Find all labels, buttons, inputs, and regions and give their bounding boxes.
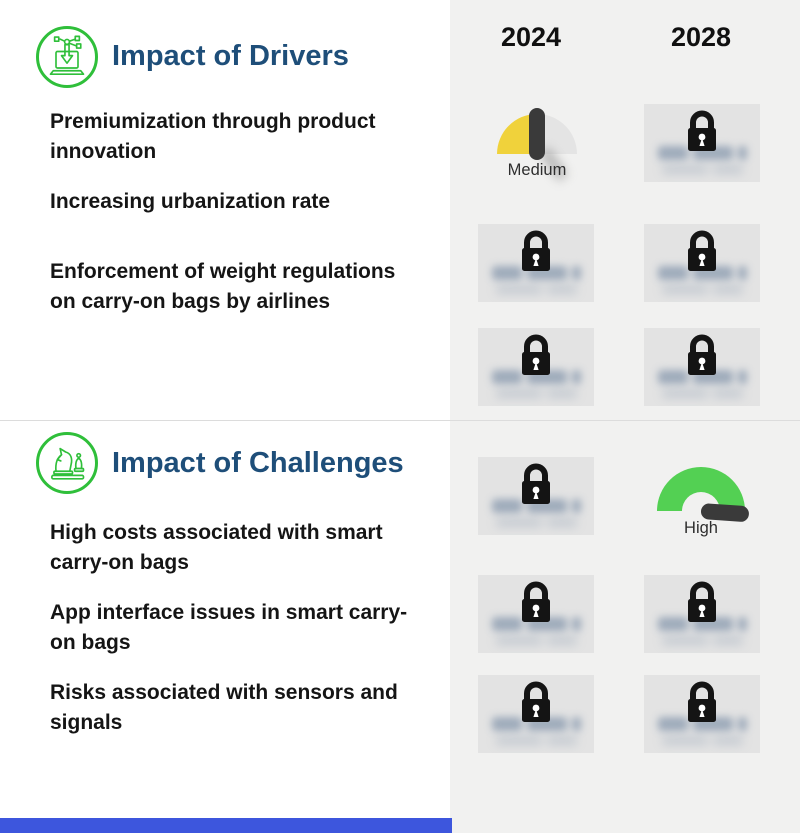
lock-icon [514,333,558,379]
locked-value-cell[interactable] [644,224,760,302]
driver-row-label: Premiumization through product innovation [50,110,376,163]
chess-strategy-icon [45,441,89,485]
locked-blurred-text [644,389,760,398]
locked-value-cell[interactable] [644,104,760,182]
lock-icon [680,333,724,379]
footer-accent-bar [0,818,452,833]
locked-blurred-text [644,636,760,645]
challenges-section-icon-circle [36,432,98,494]
challenges-section-title: Impact of Challenges [112,447,404,479]
lock-icon [680,580,724,626]
locked-blurred-text [478,518,594,527]
lock-icon [514,680,558,726]
column-header-2028: 2028 [670,22,732,52]
locked-value-cell[interactable] [478,328,594,406]
lock-icon [680,229,724,275]
section-divider [0,420,800,421]
driver-row-label: Increasing urbanization rate [50,190,331,213]
locked-blurred-text [644,736,760,745]
gauge-level-label: Medium [507,161,567,179]
lock-icon [680,109,724,155]
locked-blurred-text [478,636,594,645]
locked-value-cell[interactable] [478,675,594,753]
locked-blurred-text [478,285,594,294]
impact-gauge-medium [489,106,585,186]
challenge-row-label: High costs associated with smart carry-on bags [50,521,383,574]
locked-value-cell[interactable] [478,575,594,653]
drivers-section-icon-circle [36,26,98,88]
locked-value-cell[interactable] [644,675,760,753]
lock-icon [514,580,558,626]
impact-gauge-high [653,461,749,541]
gauge-needle [529,108,545,160]
locked-blurred-text [644,285,760,294]
locked-blurred-text [644,165,760,174]
lock-icon [680,680,724,726]
locked-value-cell[interactable] [478,457,594,535]
locked-value-cell[interactable] [478,224,594,302]
locked-blurred-text [478,736,594,745]
lock-icon [514,229,558,275]
gauge-level-label: High [684,519,718,537]
challenge-row-label: App interface issues in smart carry-on bags [50,601,408,654]
locked-blurred-text [478,389,594,398]
locked-value-cell[interactable] [644,328,760,406]
automation-download-icon [45,35,89,79]
lock-icon [514,462,558,508]
challenge-row-label: Risks associated with sensors and signals [50,681,398,734]
drivers-section-title: Impact of Drivers [112,40,349,72]
locked-value-cell[interactable] [644,575,760,653]
driver-row-label: Enforcement of weight regulations on carry-on bags by airlines [50,260,396,313]
column-header-2024: 2024 [500,22,562,52]
